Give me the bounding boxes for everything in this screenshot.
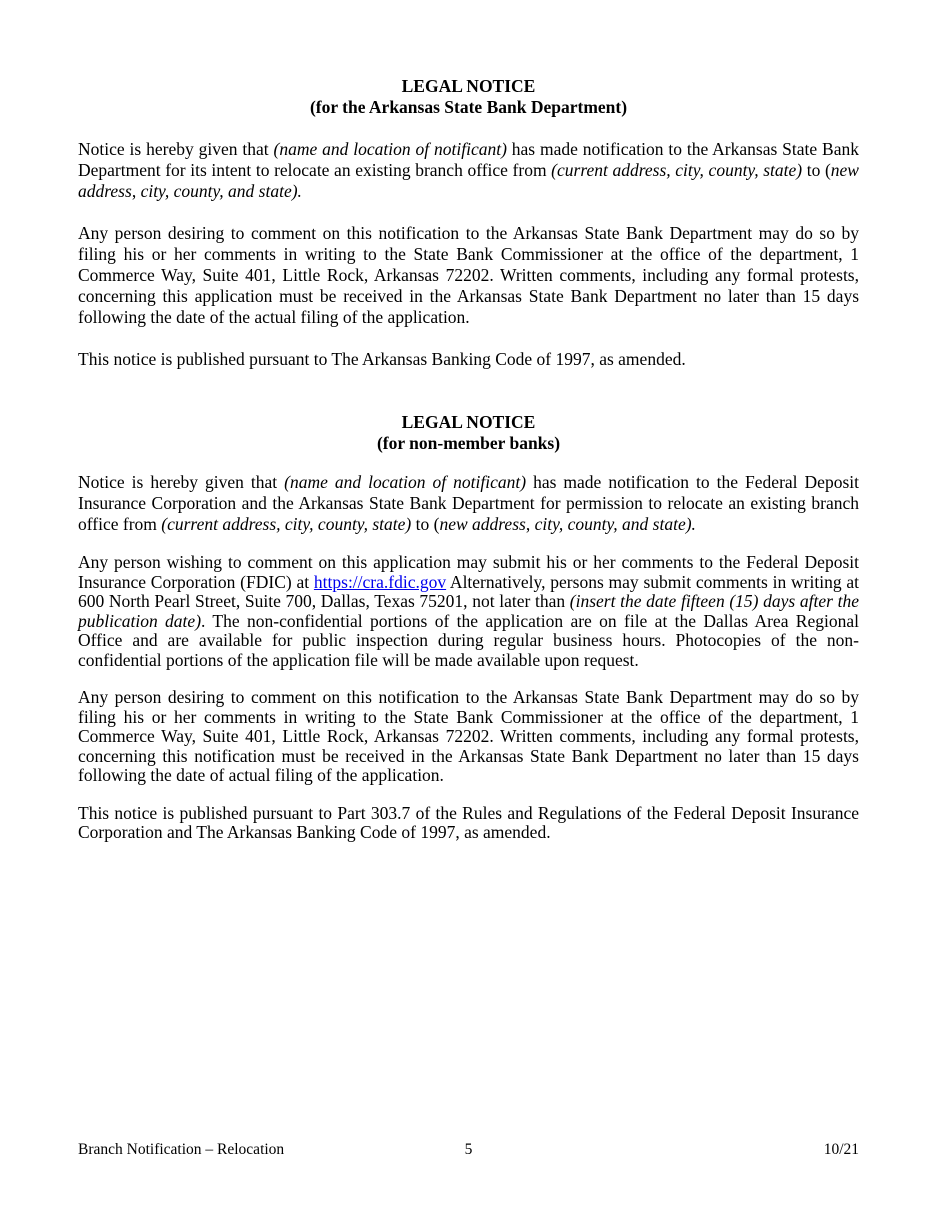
- text-run: ,: [525, 514, 535, 534]
- text-run: Alternatively, persons may submit comments in writing at 600 North Pearl Street, Suite 700, Dallas, Texas 75201, not later than: [78, 571, 859, 611]
- placeholder-city-county-state: city, county, and state).: [140, 181, 302, 201]
- footer-revision-date: 10/21: [823, 1141, 859, 1158]
- text-run: has made notification to the Federal Deposit Insurance Corporation and the Arkansas State Bank Department for permission to relocate an existing branch office from: [78, 472, 859, 534]
- placeholder-current-address: (current address, city, county, state): [161, 514, 412, 534]
- text-run: . The non-confidential portions of the application are on file at the Dallas Area Regional Office and are available for public inspection during regular business hours. Photocopies of the non-confidential portions of the application file will be made available upon request.: [78, 610, 859, 670]
- text-run: has made notification to the Arkansas State Bank Department for its intent to relocate an existing branch office from: [78, 139, 859, 180]
- placeholder-current-address: (current address, city, county, state): [551, 160, 803, 180]
- section1-heading: [78, 76, 859, 118]
- section1-paragraph-1: [78, 139, 859, 202]
- section1-paragraph-3: This notice is published pursuant to The Arkansas Banking Code of 1997, as amended.: [78, 349, 686, 369]
- section1-paragraph-2: Any person desiring to comment on this notification to the Arkansas State Bank Department may do so by filing his or her comments in writing to the State Bank Commissioner at the office of the department, 1 Commerce Way, Suite 401, Little Rock, Arkansas 72202. Written comments, including any formal protests, concerning this application must be received in the Arkansas State Bank Department no later than 15 days following the date of the actual filing of the application.: [78, 223, 859, 327]
- placeholder-new-address: new address: [78, 160, 859, 201]
- section2-paragraph-1: [78, 472, 859, 535]
- section1-title: LEGAL NOTICE: [401, 76, 536, 96]
- footer-page-number: 5: [464, 1141, 473, 1158]
- section2-heading: [78, 412, 859, 454]
- section1-subtitle: (for the Arkansas State Bank Department): [309, 97, 628, 117]
- placeholder-notificant: (name and location of notificant): [284, 472, 527, 492]
- placeholder-new-address: new address: [439, 514, 526, 534]
- placeholder-city-county-state: city, county, and state).: [534, 514, 696, 534]
- text-run: ,: [131, 181, 141, 201]
- section2: [78, 412, 859, 843]
- section2-paragraph-4: This notice is published pursuant to Part 303.7 of the Rules and Regulations of the Federal Deposit Insurance Corporation and The Arkansas Banking Code of 1997, as amended.: [78, 802, 859, 842]
- text-run: Notice is hereby given that: [78, 139, 274, 159]
- text-run: to (: [411, 514, 440, 534]
- fdic-cra-link[interactable]: https://cra.fdic.gov: [313, 571, 447, 592]
- section2-paragraph-3: Any person desiring to comment on this notification to the Arkansas State Bank Department may do so by filing his or her comments in writing to the State Bank Commissioner at the office of the department, 1 Commerce Way, Suite 401, Little Rock, Arkansas 72202. Written comments, including any formal protests, concerning this notification must be received in the Arkansas State Bank Department no later than 15 days following the date of actual filing of the application.: [78, 687, 859, 785]
- document-page: [78, 76, 859, 843]
- footer-document-title: Branch Notification – Relocation: [78, 1141, 285, 1158]
- text-run: Any person wishing to comment on this application may submit his or her comments to the Federal Deposit Insurance Corporation (FDIC) at: [78, 552, 859, 592]
- section2-title: LEGAL NOTICE: [401, 412, 536, 432]
- placeholder-notificant: (name and location of notificant): [273, 139, 507, 159]
- text-run: to (: [802, 160, 831, 180]
- text-run: Notice is hereby given that: [78, 472, 285, 492]
- placeholder-insert-date: (insert the date fifteen (15) days after the publication date): [78, 591, 859, 631]
- section2-subtitle: (for non-member banks): [376, 433, 561, 453]
- section2-paragraph-2: [78, 553, 859, 670]
